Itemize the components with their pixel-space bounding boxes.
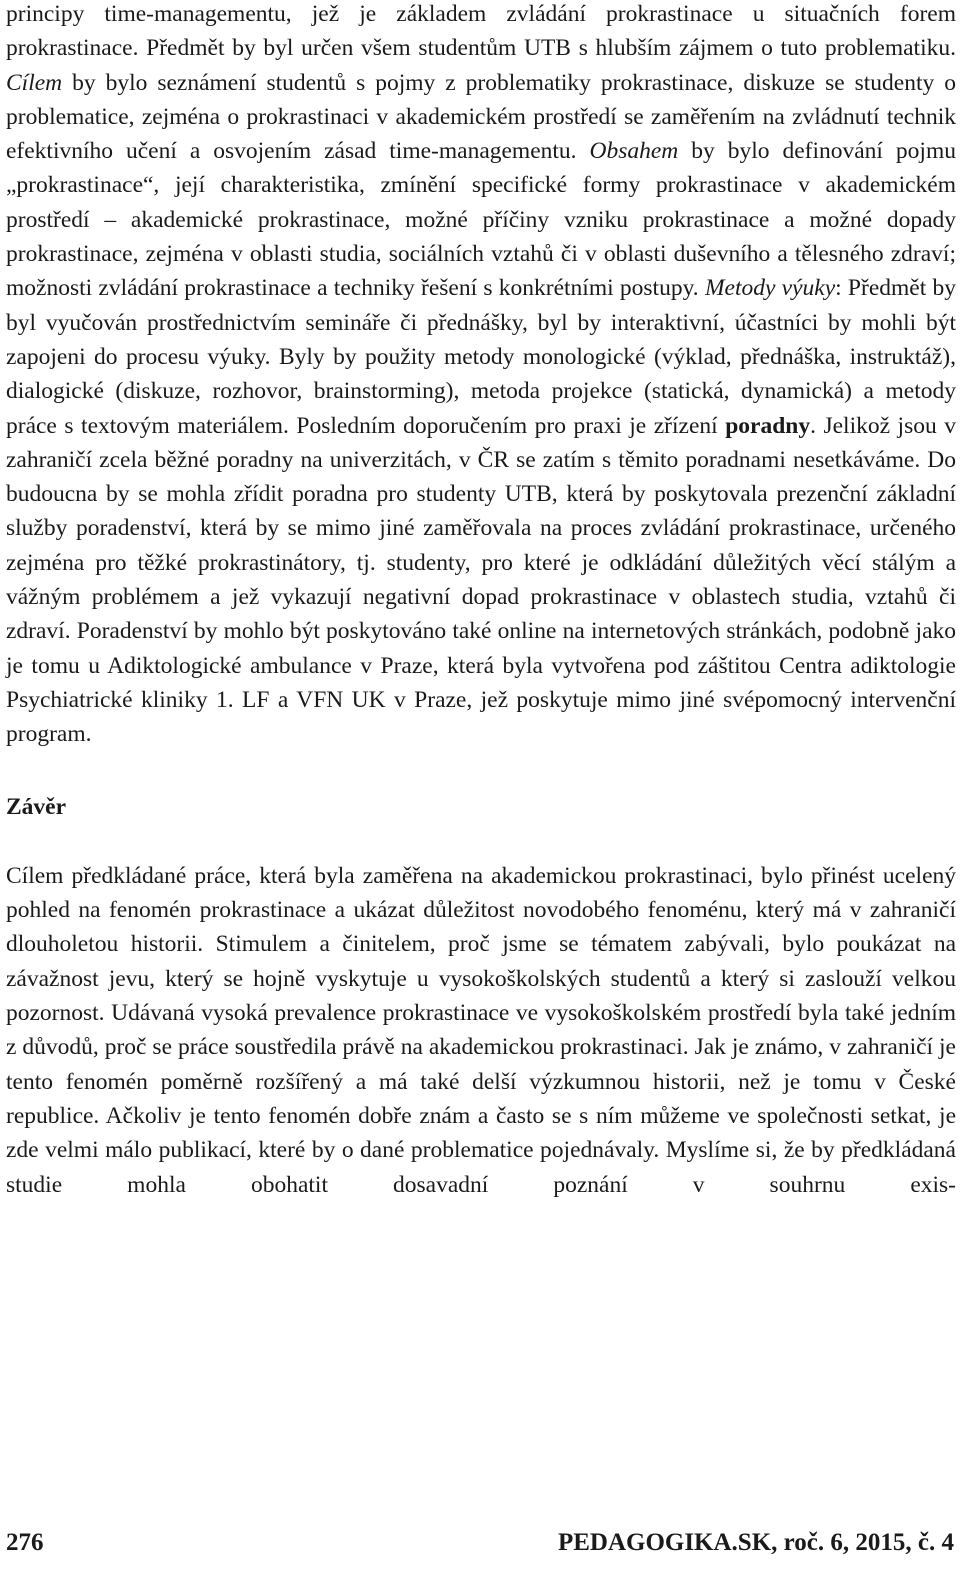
paragraph-text: by bylo definování pojmu „prokrastinace“, její charakteristika, zmínění specifické formy prokrastinace v akademickém prostředí – akademické prokrastinace, možné příčiny vzniku prokrastinace a možné dopady prokrastinace, zejména v oblasti studia, sociálních vztahů či v oblasti duševního a tělesného zdraví; možnosti zvládání prokrastinace a techniky řešení s konkrétními postupy. xyxy=(6,138,956,302)
term-poradny: poradny xyxy=(725,412,811,439)
body-paragraph-recommendations xyxy=(6,0,956,752)
paragraph-text: : Předmět by byl vyučován prostřednictvím semináře či přednášky, byl by interaktivní, účastníci by mohli být zapojeni do procesu výuky. Byly by použity metody monologické (výklad, přednáška, instruktáž), dialogické (diskuze, rozhovor, brainstorming), metoda projekce (statická, dynamická) a metody práce s textovým materiálem. Posledním doporučením pro praxi je zřízení xyxy=(6,275,957,439)
paragraph-text: principy time-managementu, jež je základem zvládání prokrastinace u situačních forem prokrastinace. Předmět by byl určen všem studentům UTB s hlubším zájmem o tuto problematiku. xyxy=(6,1,956,62)
term-cilem: Cílem xyxy=(6,69,63,96)
page-number: 276 xyxy=(6,1529,44,1556)
body-paragraph-conclusion: Cílem předkládané práce, která byla zaměřena na akademickou prokrastinaci, bylo přinést ucelený pohled na fenomén prokrastinace a ukázat důležitost novodobého fenoménu, který má v zahraničí dlouholetou historii. Stimulem a činitelem, proč jsme se tématem zabývali, bylo poukázat na závažnost jevu, který se hojně vyskytuje u vysokoškolských studentů a který si zaslouží velkou pozornost. Udávaná vysoká prevalence prokrastinace ve vysokoškolském prostředí byla také jedním z důvodů, proč se práce soustředila právě na akademickou prokrastinaci. Jak je známo, v zahraničí je tento fenomén poměrně rozšířený a má také delší výzkumnou historii, než je tomu v České republice. Ačkoliv je tento fenomén dobře znám a často se s ním můžeme ve společnosti setkat, je zde velmi málo publikací, které by o dané problematice pojednávaly. Myslíme si, že by předkládaná studie mohla obohatit dosavadní poznání v souhrnu exis- xyxy=(6,862,956,1198)
section-heading: Závěr xyxy=(6,793,67,820)
term-obsahem: Obsahem xyxy=(589,138,679,165)
paragraph-text: by bylo seznámení studentů s pojmy z problematiky prokrastinace, diskuze se studenty o problematice, zejména o prokrastinaci v akademickém prostředí se zaměřením na zvládnutí technik efektivního učení a osvojením zásad time-managementu. xyxy=(6,69,956,165)
journal-citation: PEDAGOGIKA.SK, roč. 6, 2015, č. 4 xyxy=(557,1529,954,1556)
page-footer xyxy=(6,1528,954,1558)
term-metody-vyuky: Metody výuky xyxy=(704,275,836,302)
page-body xyxy=(6,0,956,1202)
paragraph-text: . Jelikož jsou v zahraničí zcela běžné poradny na univerzitách, v ČR se zatím s těmito poradnami nesetkáváme. Do budoucna by se mohla zřídit poradna pro studenty UTB, která by poskytovala prezenční základní služby poradenství, která by se mimo jiné zaměřovala na proces zvládání prokrastinace, určeného zejména pro těžké prokrastinátory, tj. studenty, pro které je odkládání důležitých věcí stálým a vážným problémem a jež vykazují negativní dopad prokrastinace v oblastech studia, vztahů či zdraví. Poradenství by mohlo být poskytováno také online na internetových stránkách, podobně jako je tomu u Adiktologické ambulance v Praze, která byla vytvořena pod záštitou Centra adiktologie Psychiatrické kliniky 1. LF a VFN UK v Praze, jež poskytuje mimo jiné svépomocný intervenční program. xyxy=(6,412,956,748)
